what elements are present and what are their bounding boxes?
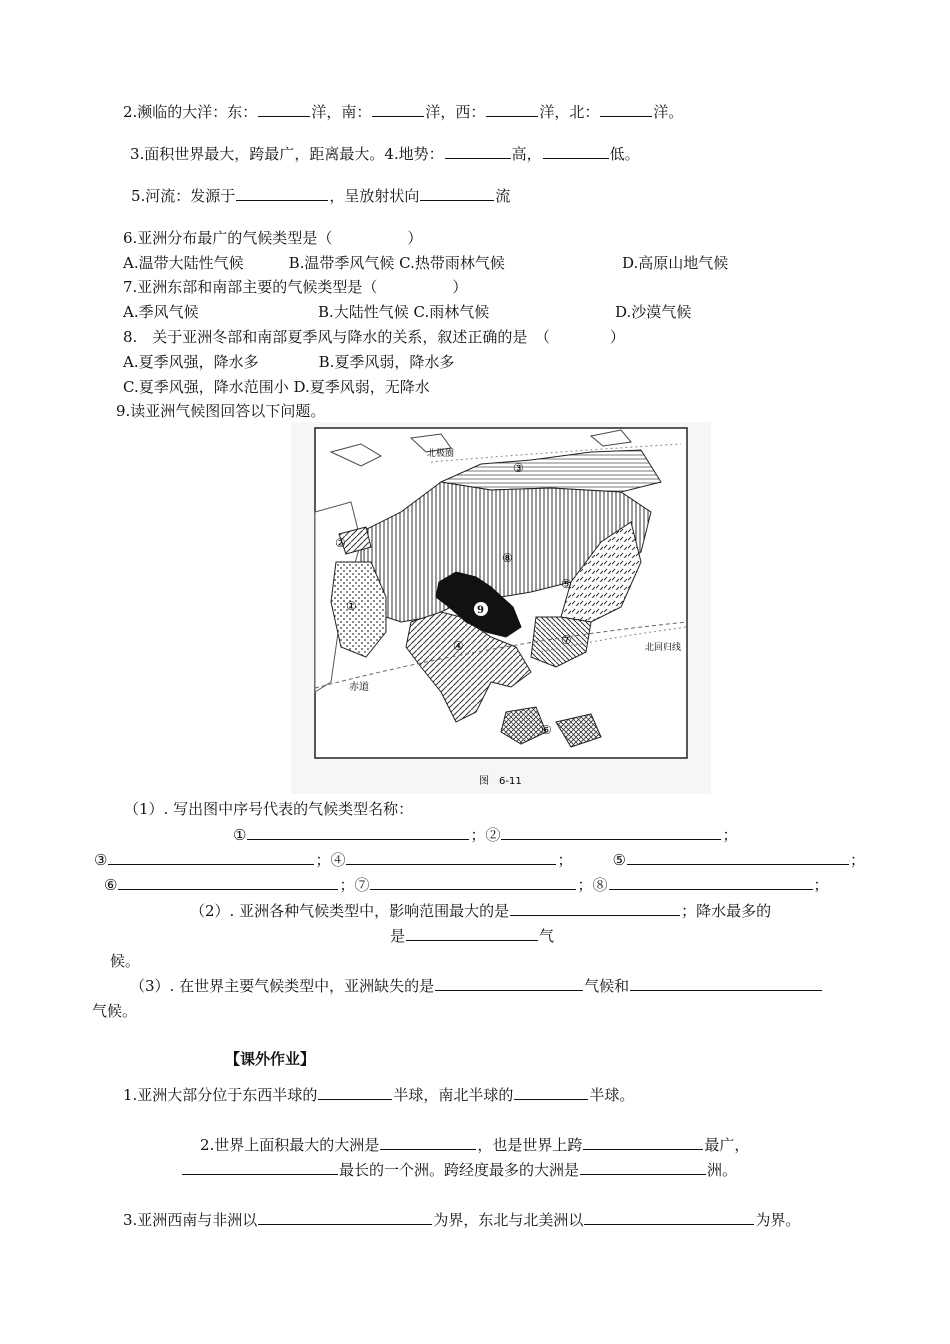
marker-5: ⑤ bbox=[612, 851, 626, 869]
q5-blank-flow[interactable] bbox=[420, 186, 494, 201]
blank-missing-climate-2[interactable] bbox=[630, 976, 822, 991]
question-5 bbox=[131, 186, 510, 206]
sub2-text-a: （2）. 亚洲各种气候类型中，影响范围最大的是 bbox=[190, 902, 510, 920]
question-6-option-d: D.高原山地气候 bbox=[622, 254, 729, 272]
question-3 bbox=[130, 144, 640, 164]
label-arctic-circle: 北极圈 bbox=[427, 449, 455, 459]
question-7-options-bc: B.大陆性气候 C.雨林气候 bbox=[318, 303, 490, 321]
label-zone-3: ③ bbox=[513, 461, 524, 475]
blank-zone-4[interactable] bbox=[346, 850, 556, 865]
q5-text-a: 5.河流：发源于 bbox=[131, 187, 236, 205]
q2-text-north: 洋，北： bbox=[539, 103, 600, 121]
sub2-line-1 bbox=[190, 901, 771, 921]
blank-largest-climate[interactable] bbox=[510, 901, 680, 916]
sub1-row-3 bbox=[104, 875, 829, 895]
semicolon: ； bbox=[557, 851, 573, 869]
marker-8: ⑧ bbox=[592, 876, 608, 894]
blank-zone-2[interactable] bbox=[501, 825, 721, 840]
semicolon: ； bbox=[315, 851, 331, 869]
blank-zone-3[interactable] bbox=[108, 850, 314, 865]
hw2-blank-longest[interactable] bbox=[182, 1160, 338, 1175]
q4-text-low: 低。 bbox=[609, 145, 640, 163]
sub2-text-b: ；降水最多的 bbox=[681, 902, 772, 920]
q2-text-end: 洋。 bbox=[653, 103, 684, 121]
hw2-blank-span[interactable] bbox=[583, 1135, 703, 1150]
question-8-stem: 8. 关于亚洲冬部和南部夏季风与降水的关系，叙述正确的是 （ ） bbox=[123, 328, 625, 346]
hw2-blank-longitude[interactable] bbox=[580, 1160, 706, 1175]
homework-3 bbox=[123, 1210, 800, 1230]
homework-2-line-2 bbox=[181, 1160, 737, 1180]
label-zone-5: ⑤ bbox=[561, 577, 572, 591]
q5-blank-source[interactable] bbox=[236, 186, 328, 201]
marker-6: ⑥ bbox=[104, 876, 118, 894]
question-7-option-a: A.季风气候 bbox=[123, 303, 199, 321]
semicolon: ； bbox=[577, 876, 593, 894]
hw2-text-e: 洲。 bbox=[707, 1161, 738, 1179]
blank-wettest-climate[interactable] bbox=[406, 926, 538, 941]
question-8-options-row2: C.夏季风强，降水范围小 D.夏季风弱，无降水 bbox=[123, 378, 430, 396]
question-7-option-d: D.沙漠气候 bbox=[615, 303, 692, 321]
marker-7: ⑦ bbox=[354, 876, 370, 894]
sub2-line-2 bbox=[390, 926, 554, 946]
question-6-stem: 6.亚洲分布最广的气候类型是（ ） bbox=[123, 229, 423, 247]
sub1-row-2 bbox=[94, 850, 865, 870]
blank-missing-climate-1[interactable] bbox=[435, 976, 583, 991]
label-zone-8: ⑧ bbox=[502, 551, 513, 565]
sub2-text-d: 气 bbox=[539, 927, 555, 945]
label-tropic: 北回归线 bbox=[645, 643, 682, 653]
blank-zone-7[interactable] bbox=[370, 875, 576, 890]
hw1-text-a: 1.亚洲大部分位于东西半球的 bbox=[123, 1086, 318, 1104]
asia-climate-map bbox=[291, 422, 711, 794]
hw2-text-a: 2.世界上面积最大的大洲是 bbox=[200, 1136, 380, 1154]
q2-blank-south[interactable] bbox=[372, 102, 424, 117]
semicolon: ； bbox=[722, 826, 738, 844]
blank-zone-6[interactable] bbox=[118, 875, 338, 890]
semicolon: ； bbox=[849, 851, 865, 869]
q2-blank-east[interactable] bbox=[258, 102, 310, 117]
q2-blank-west[interactable] bbox=[486, 102, 538, 117]
hw2-text-d: 最长的一个洲。跨经度最多的大洲是 bbox=[339, 1161, 580, 1179]
hw3-text-b: 为界，东北与北美洲以 bbox=[433, 1211, 584, 1229]
sub3-line-1 bbox=[130, 976, 823, 996]
sub2-line-3: 候。 bbox=[110, 952, 141, 970]
q4-blank-high[interactable] bbox=[445, 144, 511, 159]
label-zone-1: ① bbox=[346, 599, 357, 613]
hw2-text-c: 最广， bbox=[704, 1136, 750, 1154]
blank-zone-8[interactable] bbox=[609, 875, 813, 890]
label-zone-2: ② bbox=[335, 536, 346, 550]
q2-text-west: 洋，西： bbox=[425, 103, 486, 121]
marker-3: ③ bbox=[94, 851, 108, 869]
hw2-blank-continent[interactable] bbox=[380, 1135, 476, 1150]
q5-text-c: 流 bbox=[495, 187, 511, 205]
hw1-blank-ns[interactable] bbox=[514, 1085, 588, 1100]
sub3-text-a: （3）. 在世界主要气候类型中，亚洲缺失的是 bbox=[130, 977, 435, 995]
sub1-stem: （1）. 写出图中序号代表的气候类型名称： bbox=[124, 800, 414, 818]
label-zone-4: ④ bbox=[453, 639, 464, 653]
marker-1: ① bbox=[233, 826, 247, 844]
semicolon: ； bbox=[339, 876, 355, 894]
q2-prefix: 2.濒临的大洋：东： bbox=[123, 103, 258, 121]
hw1-text-c: 半球。 bbox=[589, 1086, 635, 1104]
q4-text-high: 高， bbox=[511, 145, 542, 163]
hw3-text-c: 为界。 bbox=[755, 1211, 801, 1229]
homework-2-line-1 bbox=[200, 1135, 749, 1155]
label-equator: 赤道 bbox=[349, 682, 369, 693]
label-zone-9: 9 bbox=[477, 605, 484, 616]
semicolon: ； bbox=[813, 876, 829, 894]
sub3-line-2: 气候。 bbox=[92, 1002, 138, 1020]
question-2 bbox=[123, 102, 683, 122]
hw1-blank-ew[interactable] bbox=[318, 1085, 392, 1100]
q3-text: 3.面积世界最大，跨最广，距离最大。4.地势： bbox=[130, 145, 444, 163]
label-zone-7: ⑦ bbox=[561, 633, 572, 647]
question-8-options-row1: A.夏季风强，降水多 B.夏季风弱，降水多 bbox=[123, 353, 455, 371]
blank-zone-1[interactable] bbox=[247, 825, 469, 840]
hw1-text-b: 半球，南北半球的 bbox=[393, 1086, 514, 1104]
question-6-options-abc: A.温带大陆性气候 B.温带季风气候 C.热带雨林气候 bbox=[123, 254, 505, 272]
q4-blank-low[interactable] bbox=[543, 144, 609, 159]
blank-zone-5[interactable] bbox=[627, 850, 849, 865]
q5-text-b: ，呈放射状向 bbox=[329, 187, 420, 205]
hw3-text-a: 3.亚洲西南与非洲以 bbox=[123, 1211, 258, 1229]
q2-text-south: 洋，南： bbox=[311, 103, 372, 121]
sub3-text-b: 气候和 bbox=[584, 977, 630, 995]
label-zone-6: ⑥ bbox=[541, 723, 552, 737]
question-7-stem: 7.亚洲东部和南部主要的气候类型是（ ） bbox=[123, 278, 468, 296]
homework-1 bbox=[123, 1085, 634, 1105]
semicolon: ； bbox=[470, 826, 486, 844]
marker-4: ④ bbox=[330, 851, 346, 869]
sub2-text-c: 是 bbox=[390, 927, 406, 945]
marker-2: ② bbox=[485, 826, 501, 844]
hw3-blank-namerica[interactable] bbox=[584, 1210, 754, 1225]
map-caption: 图 6-11 bbox=[479, 776, 522, 787]
q2-blank-north[interactable] bbox=[600, 102, 652, 117]
question-9-stem: 9.读亚洲气候图回答以下问题。 bbox=[116, 402, 326, 420]
sub1-row-1 bbox=[233, 825, 738, 845]
hw2-text-b: ，也是世界上跨 bbox=[477, 1136, 583, 1154]
homework-title: 【课外作业】 bbox=[225, 1050, 316, 1068]
hw3-blank-africa[interactable] bbox=[258, 1210, 432, 1225]
